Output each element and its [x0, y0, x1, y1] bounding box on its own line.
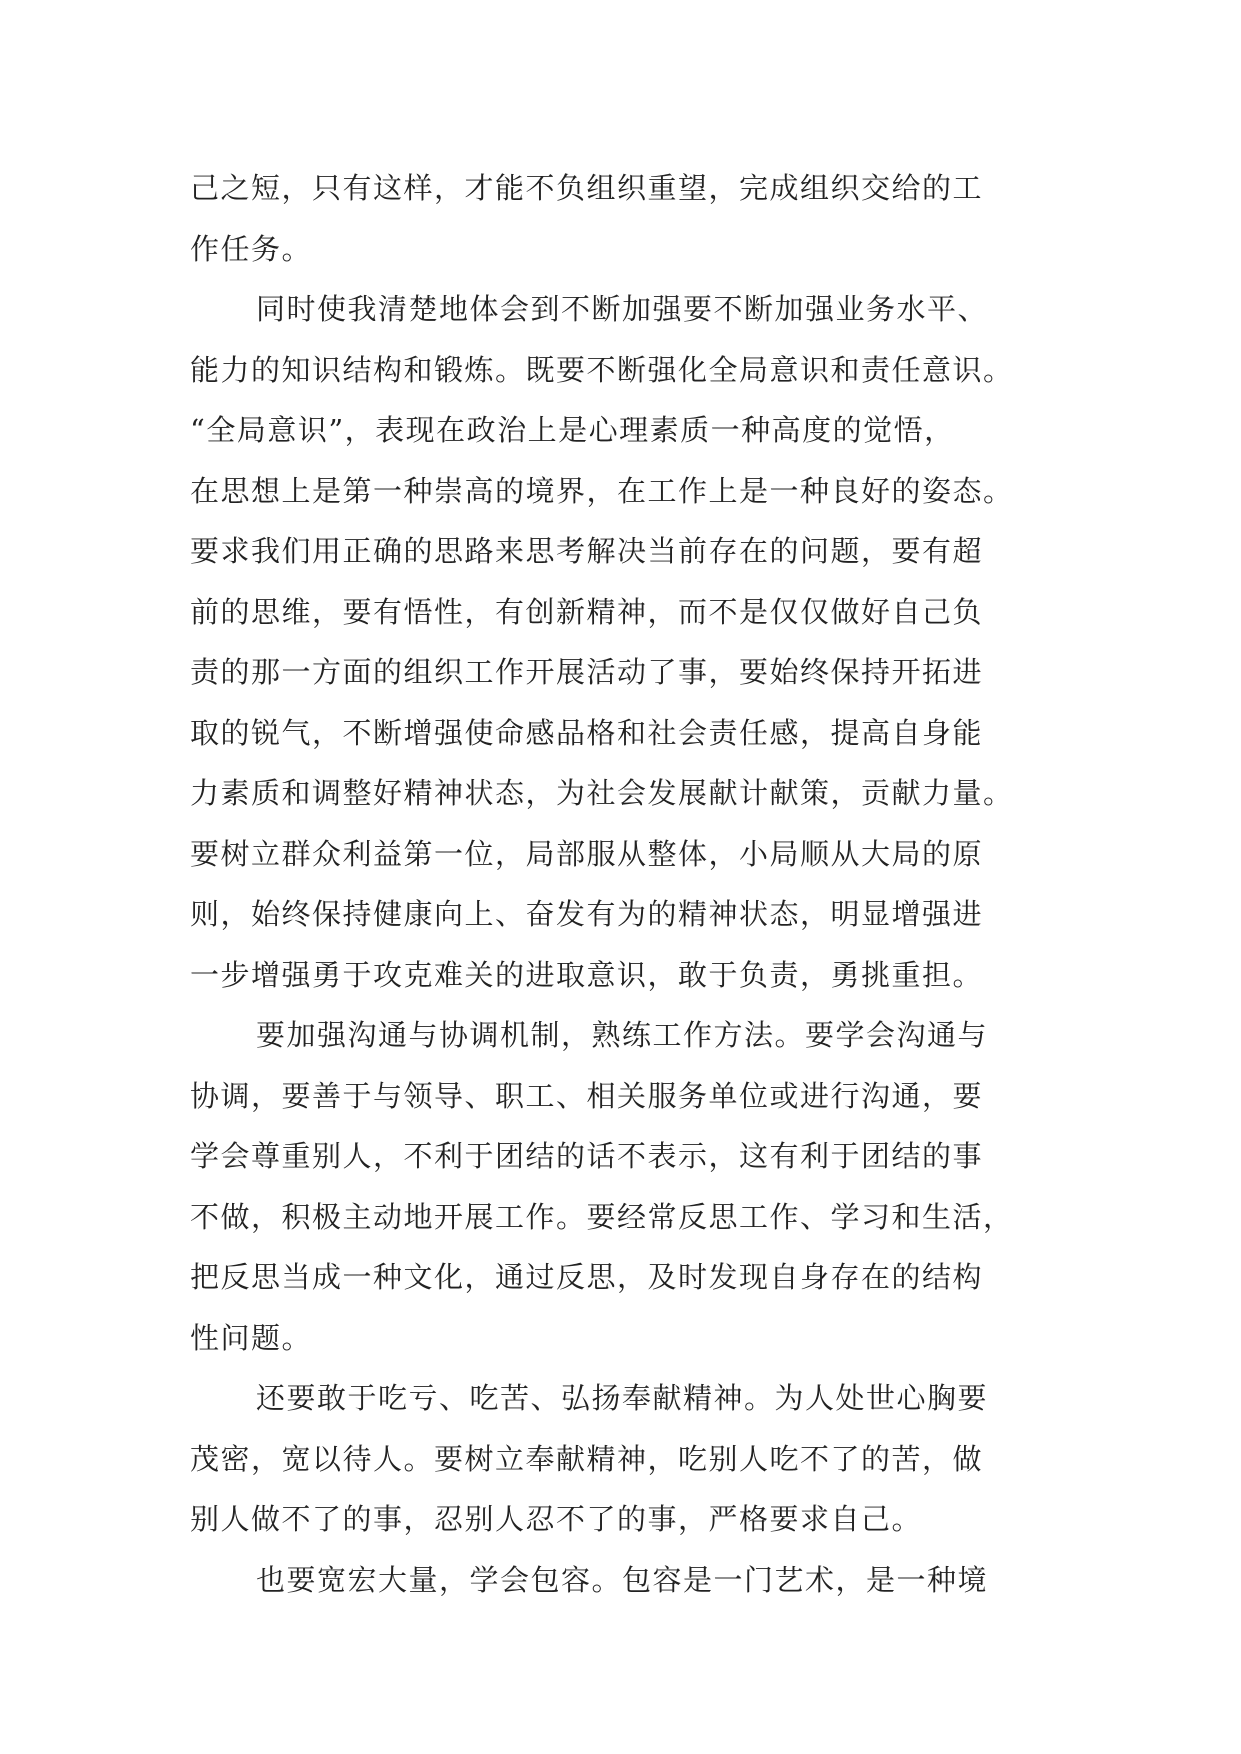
text-line: 要加强沟通与协调机制，熟练工作方法。要学会沟通与 — [256, 1018, 989, 1052]
text-line: 茂密，宽以待人。要树立奉献精神，吃别人吃不了的苦，做 — [190, 1441, 984, 1476]
text-line: 学会尊重别人，不利于团结的话不表示，这有利于团结的事 — [190, 1139, 984, 1173]
text-line: 作任务。 — [190, 231, 313, 266]
text-line: 不做，积极主动地开展工作。要经常反思工作、学习和生活， — [190, 1199, 1014, 1234]
text-line: 前的思维，要有悟性，有创新精神，而不是仅仅做好自己负 — [190, 594, 984, 629]
text-line: 能力的知识结构和锻炼。既要不断强化全局意识和责任意识。 — [190, 352, 1014, 387]
text-line: 协调，要善于与领导、职工、相关服务单位或进行沟通，要 — [190, 1078, 984, 1113]
text-line: 在思想上是第一种崇高的境界，在工作上是一种良好的姿态。 — [190, 473, 1014, 508]
text-line: 也要宽宏大量，学会包容。包容是一门艺术，是一种境 — [256, 1562, 989, 1597]
text-line: 同时使我清楚地体会到不断加强要不断加强业务水平、 — [256, 292, 989, 326]
text-line: 性问题。 — [190, 1320, 313, 1355]
text-line: 力素质和调整好精神状态，为社会发展献计献策，贡献力量。 — [190, 776, 1014, 810]
text-line: 取的锐气，不断增强使命感品格和社会责任感，提高自身能 — [190, 715, 984, 750]
text-line: 一步增强勇于攻克难关的进取意识，敢于负责，勇挑重担。 — [190, 957, 984, 992]
body-text — [190, 158, 1060, 1610]
text-line: “全局意识”，表现在政治上是心理素质一种高度的觉悟， — [190, 413, 955, 447]
text-line: 别人做不了的事，忍别人忍不了的事，严格要求自己。 — [190, 1502, 923, 1536]
text-line: 则，始终保持健康向上、奋发有为的精神状态，明显增强进 — [190, 897, 984, 931]
text-line: 把反思当成一种文化，通过反思，及时发现自身存在的结构 — [190, 1260, 984, 1294]
text-line: 己之短，只有这样，才能不负组织重望，完成组织交给的工 — [190, 171, 984, 205]
text-line: 还要敢于吃亏、吃苦、弘扬奉献精神。为人处世心胸要 — [256, 1381, 989, 1415]
text-line: 要求我们用正确的思路来思考解决当前存在的问题，要有超 — [190, 534, 984, 568]
text-line: 责的那一方面的组织工作开展活动了事，要始终保持开拓进 — [190, 655, 984, 689]
text-line: 要树立群众利益第一位，局部服从整体，小局顺从大局的原 — [190, 836, 984, 871]
